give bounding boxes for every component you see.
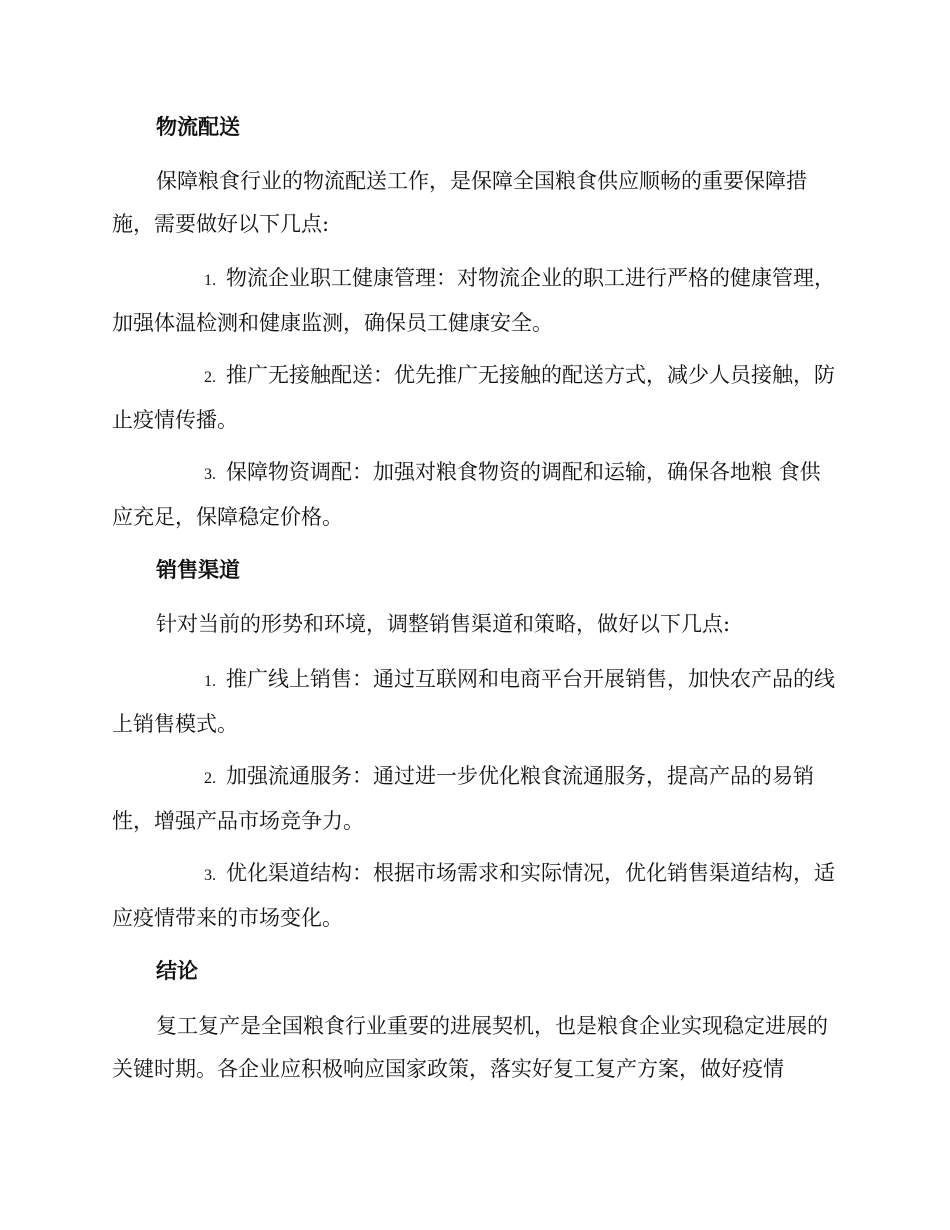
section-intro-logistics: 保障粮食行业的物流配送工作，是保障全国粮食供应顺畅的重要保障措施，需要做好以下几点: (112, 169, 807, 236)
section-intro-conclusion: 复工复产是全国粮食行业重要的进展契机，也是粮食企业实现稳定进展的关键时期。各企业应积极响应国家政策，落实好复工复产方案，做好疫情 (112, 1014, 828, 1081)
list-item-number: 1. (204, 272, 216, 289)
list-item-text: 保障物资调配：加强对粮食物资的调配和运输，确保各地粮 食供应充足，保障稳定价格。 (112, 460, 821, 529)
list-item (112, 354, 840, 442)
list-item-number: 3. (204, 867, 216, 884)
list-item-text: 物流企业职工健康管理：对物流企业的职工进行严格的健康管理，加强体温检测和健康监测，确保员工健康安全。 (112, 266, 835, 335)
list-item-number: 1. (204, 673, 216, 690)
list-item-text: 加强流通服务：通过进一步优化粮食流通服务，提高产品的易销性，增强产品市场竞争力。 (112, 764, 814, 833)
section-intro-sales: 针对当前的形势和环境，调整销售渠道和策略，做好以下几点: (156, 612, 731, 636)
list-item-number: 3. (204, 466, 216, 483)
list-item (112, 658, 840, 746)
list-item (112, 451, 840, 539)
list-item-number: 2. (204, 369, 216, 386)
list-item (112, 755, 840, 843)
list-item (112, 852, 840, 940)
list-item (112, 257, 840, 345)
section-heading-conclusion: 结论 (156, 959, 198, 983)
section-heading-sales: 销售渠道 (156, 558, 240, 582)
list-item-text: 优化渠道结构：根据市场需求和实际情况，优化销售渠道结构，适应疫情带来的市场变化。 (112, 861, 835, 930)
list-item-number: 2. (204, 770, 216, 787)
list-item-text: 推广无接触配送：优先推广无接触的配送方式，减少人员接触，防止疫情传播。 (112, 363, 835, 432)
section-heading-logistics: 物流配送 (156, 115, 240, 139)
list-item-text: 推广线上销售：通过互联网和电商平台开展销售，加快农产品的线上销售模式。 (112, 667, 835, 736)
